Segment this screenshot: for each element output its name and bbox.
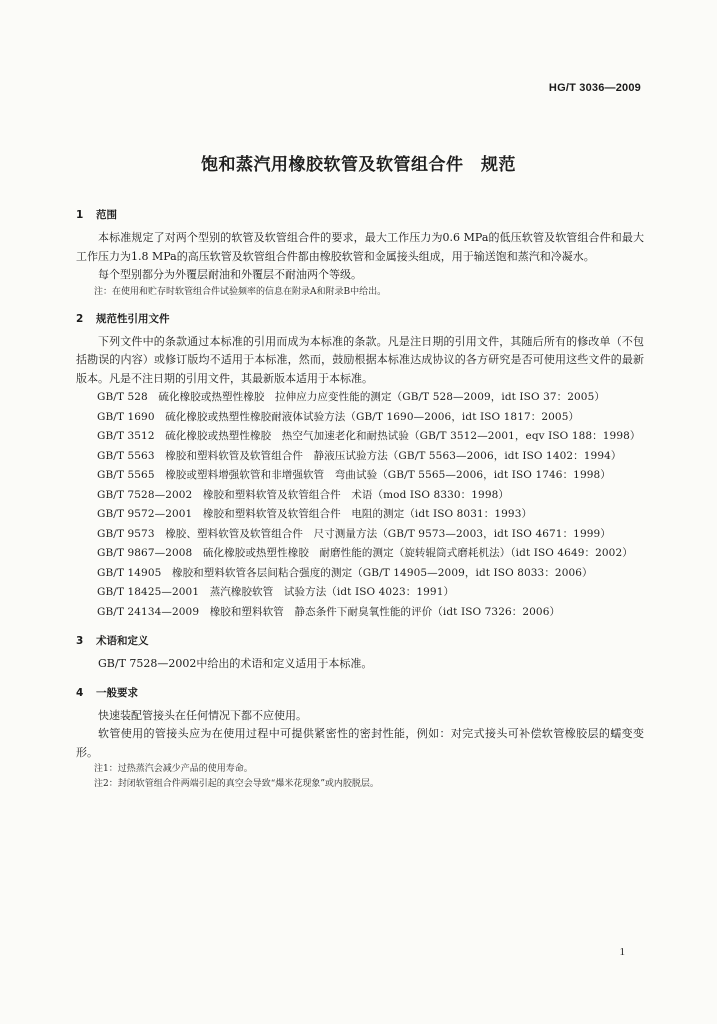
paragraph: 软管使用的管接头应为在使用过程中可提供紧密性的密封性能，例如：对完式接头可补偿软管橡胶层的蠕变变形。 — [76, 727, 644, 759]
reference-item: GB/T 528 硫化橡胶或热塑性橡胶 拉伸应力应变性能的测定（GB/T 528—2009，idt ISO 37：2005） — [97, 391, 605, 403]
reference-item: GB/T 7528—2002 橡胶和塑料软管及软管组合件 术语（mod ISO 8330：1998） — [97, 488, 509, 501]
paragraph: 本标准规定了对两个型别的软管及软管组合件的要求，最大工作压力为0.6 MPa的低压软管及软管组合件和最大工作压力为1.8 MPa的高压软管及软管组合件都由橡胶软管和金属接头组成，用于输送饱和蒸汽和冷凝水。 — [76, 231, 644, 263]
paragraph: 快速装配管接头在任何情况下都不应使用。 — [98, 708, 307, 722]
document-body — [76, 206, 644, 792]
section-title: 范围 — [96, 209, 117, 221]
note: 注2：封闭软管组合件两端引起的真空会导致“爆米花现象”或内胶脱层。 — [94, 779, 379, 789]
section-title: 一般要求 — [96, 686, 138, 699]
document-title: 饱和蒸汽用橡胶软管及软管组合件 规范 — [201, 155, 516, 175]
paragraph: 下列文件中的条款通过本标准的引用而成为本标准的条款。凡是注日期的引用文件，其随后所有的修改单（不包括勘误的内容）或修订版均不适用于本标准，然而，鼓励根据本标准达成协议的各方研究是否可使用这些文件的最新版本。凡是不注日期的引用文件，其最新版本适用于本标准。 — [76, 334, 644, 385]
reference-item: GB/T 5565 橡胶或塑料增强软管和非增强软管 弯曲试验（GB/T 5565—2006，idt ISO 1746：1998） — [97, 469, 611, 481]
standard-number: HG/T 3036—2009 — [548, 82, 641, 94]
paragraph: GB/T 7528—2002中给出的术语和定义适用于本标准。 — [98, 657, 373, 670]
reference-item: GB/T 14905 橡胶和塑料软管各层间粘合强度的测定（GB/T 14905—2009，idt ISO 8033：2006） — [97, 566, 593, 579]
section-number: 2 — [76, 312, 84, 325]
reference-item: GB/T 1690 硫化橡胶或热塑性橡胶耐液体试验方法（GB/T 1690—2006，idt ISO 1817：2005） — [97, 410, 580, 423]
section-number: 3 — [76, 635, 84, 647]
section-1-heading — [76, 206, 644, 224]
reference-item: GB/T 5563 橡胶和塑料软管及软管组合件 静液压试验方法（GB/T 5563—2006，idt ISO 1402：1994） — [97, 449, 622, 462]
reference-item: GB/T 9867—2008 硫化橡胶或热塑性橡胶 耐磨性能的测定（旋转辊筒式磨耗机法）（idt ISO 4649：2002） — [97, 547, 633, 559]
reference-item: GB/T 3512 硫化橡胶或热塑性橡胶 热空气加速老化和耐热试验（GB/T 3512—2001，eqv ISO 188：1998） — [97, 430, 641, 442]
reference-item: GB/T 24134—2009 橡胶和塑料软管 静态条件下耐臭氧性能的评价（idt ISO 7326：2006） — [97, 605, 561, 618]
page-number: 1 — [619, 946, 625, 958]
section-4-heading — [76, 684, 644, 702]
section-title: 术语和定义 — [96, 635, 149, 647]
section-number: 1 — [76, 209, 84, 221]
reference-item: GB/T 9572—2001 橡胶和塑料软管及软管组合件 电阻的测定（idt ISO 8031：1993） — [97, 508, 533, 520]
section-number: 4 — [76, 686, 84, 699]
reference-item: GB/T 9573 橡胶、塑料软管及软管组合件 尺寸测量方法（GB/T 9573—2003，idt ISO 4671：1999） — [97, 527, 611, 540]
section-2-heading — [76, 310, 644, 328]
paragraph: 每个型别都分为外覆层耐油和外覆层不耐油两个等级。 — [98, 268, 362, 281]
note: 注1：过热蒸汽会减少产品的使用寿命。 — [94, 764, 253, 774]
reference-item: GB/T 18425—2001 蒸汽橡胶软管 试验方法（idt ISO 4023：1991） — [97, 586, 455, 598]
note: 注：在使用和贮存时软管组合件试验频率的信息在附录A和附录B中给出。 — [94, 286, 387, 297]
section-3-heading — [76, 632, 644, 650]
section-title: 规范性引用文件 — [96, 312, 170, 325]
